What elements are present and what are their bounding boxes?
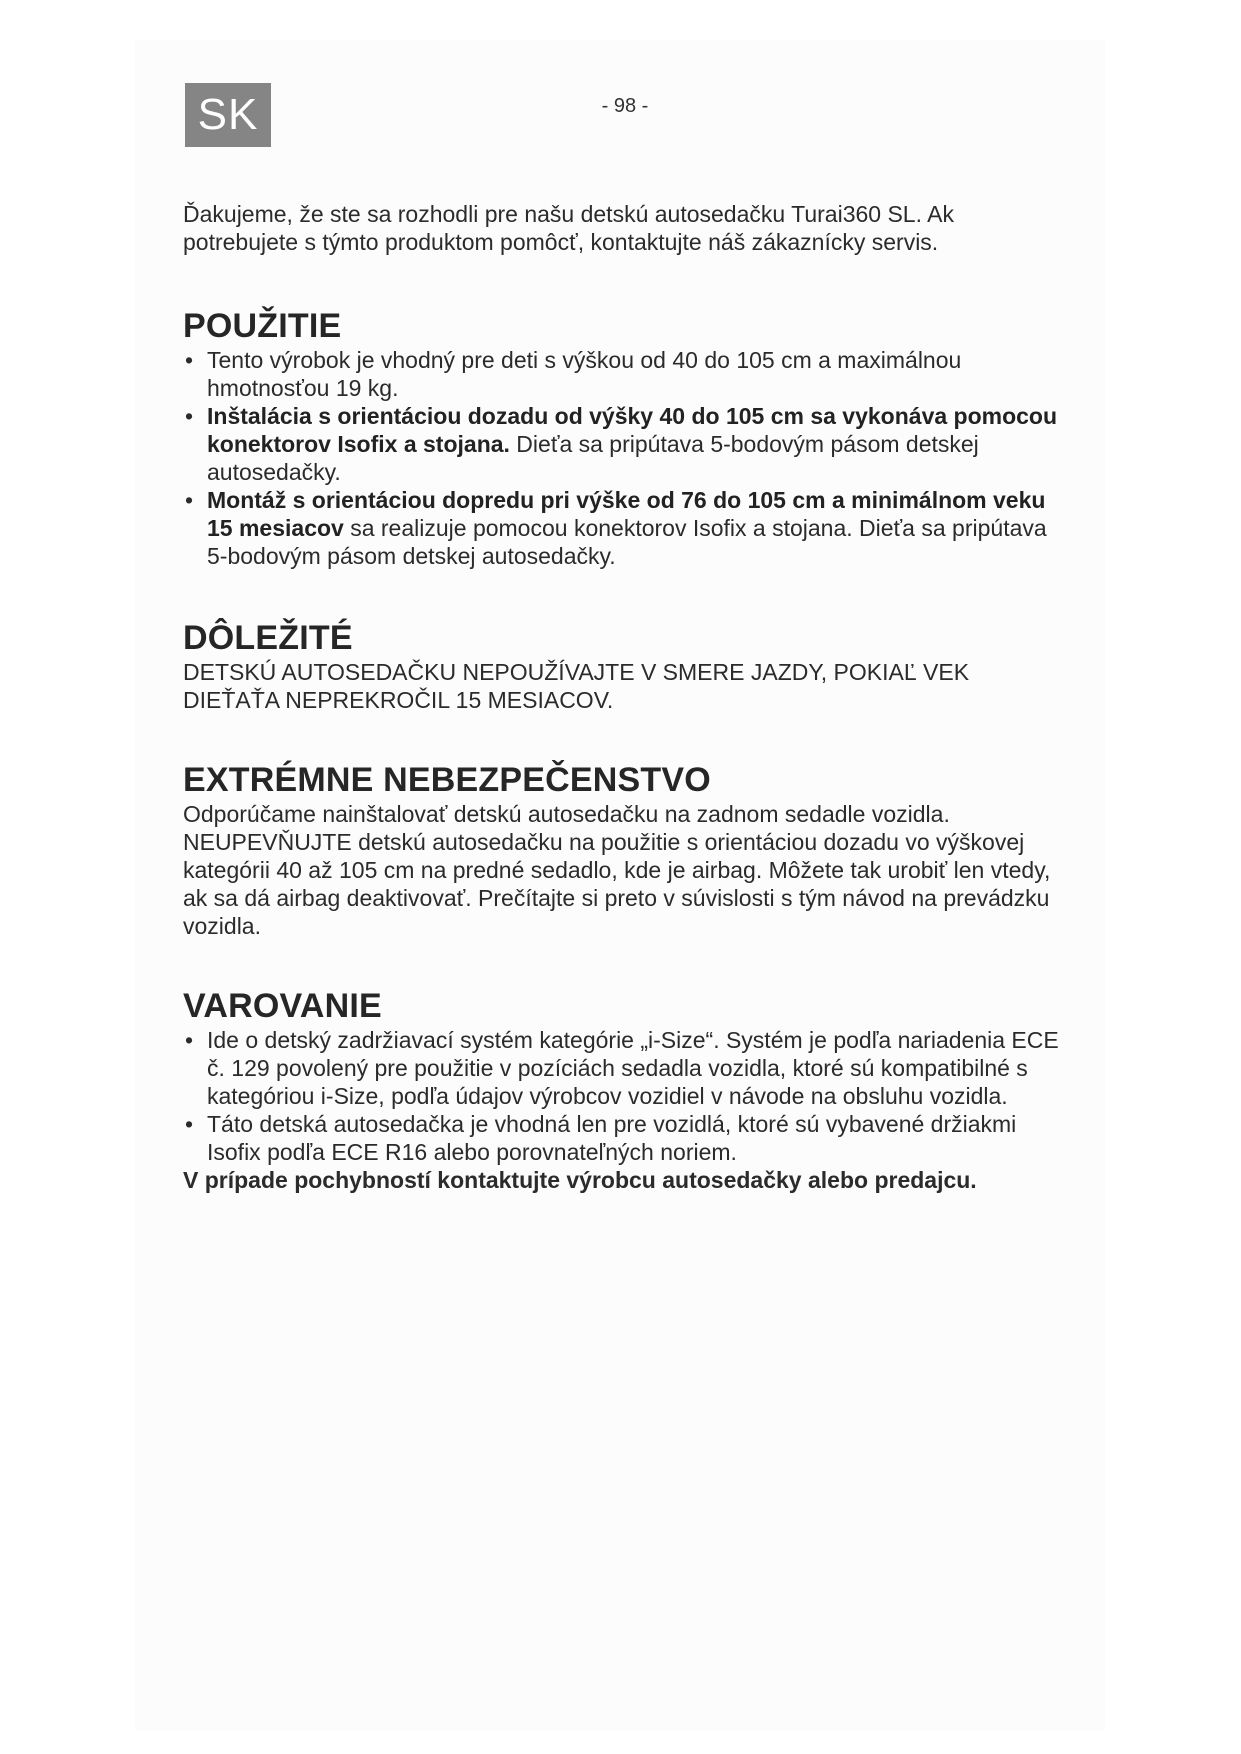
list-item: • Táto detská autosedačka je vhodná len pre vozidlá, ktoré sú vybavené držiakmi Isofix podľa ECE R16 alebo porovnateľných noriem. [183, 1110, 1063, 1166]
section-usage [183, 306, 1063, 570]
list-item-text: Dieťa sa pripútava 5-bodovým pásom detskej autosedačky. [207, 431, 979, 485]
section-important [183, 618, 1063, 714]
danger-text: Odporúčame nainštalovať detskú autosedačku na zadnom sedadle vozidla. NEUPEVŇUJTE detskú autosedačku na použitie s orientáciou dozadu vo výškovej kategórii 40 až 105 cm na predné sedadlo, kde je airbag. Môžete tak urobiť len vtedy, ak sa dá airbag deaktivovať. Prečítajte si preto v súvislosti s tým návod na prevádzku vozidla. [183, 801, 1051, 939]
intro-paragraph: Ďakujeme, že ste sa rozhodli pre našu detskú autosedačku Turai360 SL. Ak potrebujete s týmto produktom pomôcť, kontaktujte náš zákaznícky servis. [183, 201, 954, 255]
important-text: DETSKÚ AUTOSEDAČKU NEPOUŽÍVAJTE V SMERE JAZDY, POKIAĽ VEK DIEŤAŤA NEPREKROČIL 15 MESIACOV. [183, 659, 970, 713]
warning-list [183, 1026, 1063, 1166]
final-note: V prípade pochybností kontaktujte výrobcu autosedačky alebo predajcu. [183, 1167, 977, 1193]
section-danger [183, 760, 1063, 940]
section-heading-important: DÔLEŽITÉ [183, 619, 353, 657]
section-heading-warning: VAROVANIE [183, 987, 382, 1025]
section-warning [183, 986, 1063, 1194]
list-item-bold: Montáž s orientáciou dopredu pri výške od 76 do 105 cm a minimálnom veku 15 mesiacov [207, 487, 1046, 541]
list-item-bold: Inštalácia s orientáciou dozadu od výšky 40 do 105 cm sa vykonáva pomocou konektorov Isofix a stojana. [207, 403, 1058, 457]
document-body [183, 200, 1063, 1194]
section-heading-usage: POUŽITIE [183, 307, 342, 345]
language-badge: SK [185, 83, 271, 147]
list-item: • Ide o detský zadržiavací systém kategórie „i-Size“. Systém je podľa nariadenia ECE č. 129 povolený pre použitie v pozíciách sedadla vozidla, ktoré sú kompatibilné s kategóriou i-Size, podľa údajov výrobcov vozidiel v návode na obsluhu vozidla. [183, 1026, 1063, 1110]
usage-list [183, 346, 1063, 570]
page-number: - 98 - [601, 95, 649, 117]
list-item-text: Tento výrobok je vhodný pre deti s výškou od 40 do 105 cm a maximálnou hmotnosťou 19 kg. [207, 347, 962, 401]
list-item [183, 402, 1063, 486]
list-item [183, 486, 1063, 570]
list-item-text: sa realizuje pomocou konektorov Isofix a stojana. Dieťa sa pripútava 5-bodovým pásom detskej autosedačky. [207, 515, 1047, 569]
list-item [183, 346, 1063, 402]
section-heading-danger: EXTRÉMNE NEBEZPEČENSTVO [183, 761, 711, 799]
